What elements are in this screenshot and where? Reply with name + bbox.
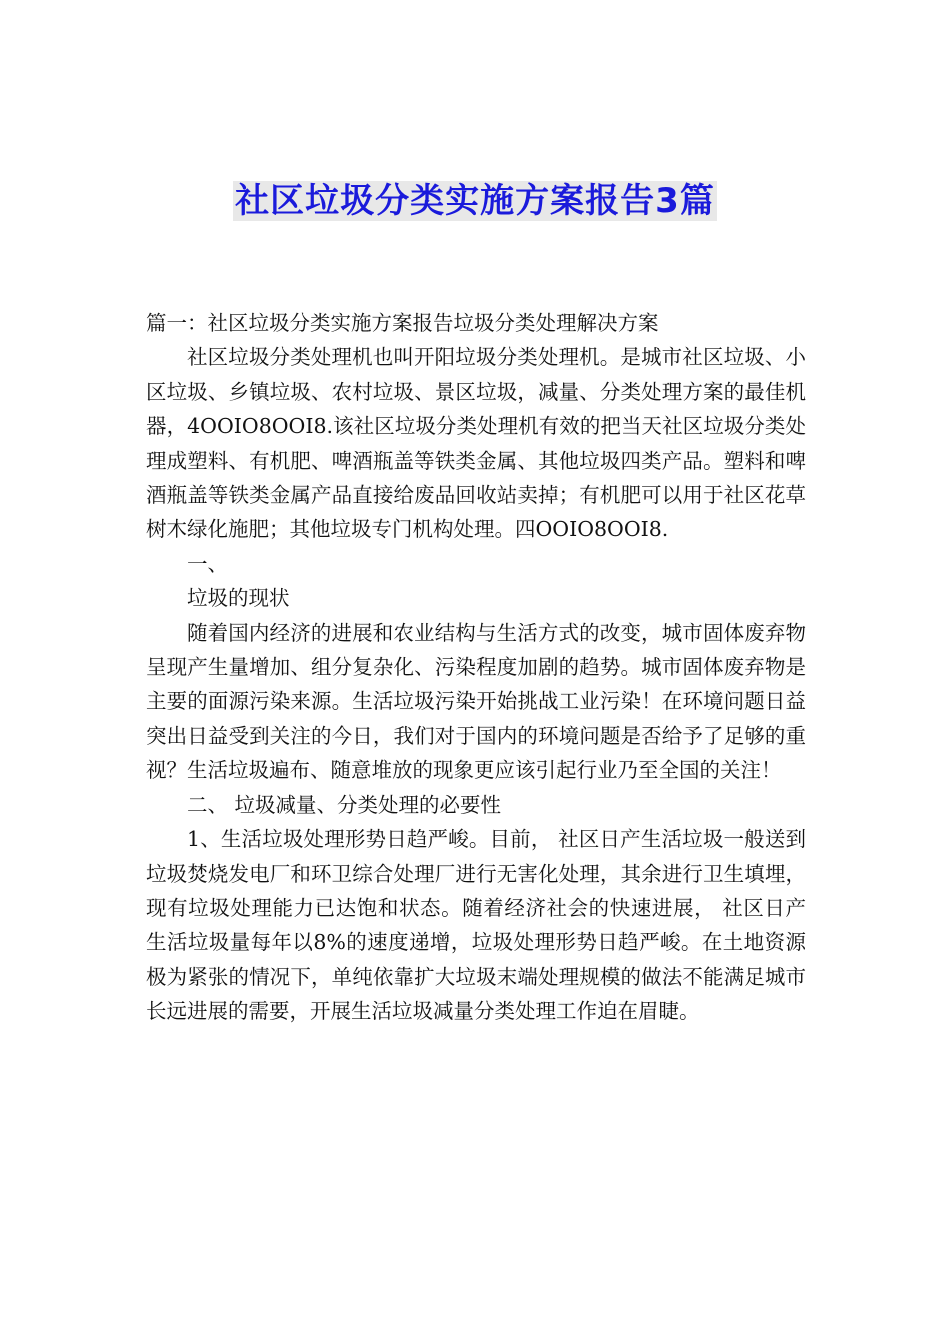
section-number: 一、	[187, 551, 228, 576]
paragraph: 随着国内经济的进展和农业结构与生活方式的改变，城市固体废弃物呈现产生量增加、组分复杂化、污染程度加剧的趋势。城市固体废弃物是主要的面源污染来源。生活垃圾污染开始挑战工业污染！在环境问题日益突出日益受到关注的今日，我们对于国内的环境问题是否给予了足够的重视？生活垃圾遍布、随意堆放的现象更应该引起行业乃至全国的关注！	[146, 620, 806, 783]
paragraph: 篇一：社区垃圾分类实施方案报告垃圾分类处理解决方案	[146, 311, 659, 335]
section-heading: 二、 垃圾减量、分类处理的必要性	[187, 792, 502, 817]
document-body	[146, 306, 806, 1029]
paragraph: 社区垃圾分类处理机也叫开阳垃圾分类处理机。是城市社区垃圾、小区垃圾、乡镇垃圾、农村垃圾、景区垃圾，减量、分类处理方案的最佳机器，4OOIO8OOI8.该社区垃圾分类处理机有效的把当天社区垃圾分类处理成塑料、有机肥、啤酒瓶盖等铁类金属、其他垃圾四类产品。塑料和啤酒瓶盖等铁类金属产品直接给废品回收站卖掉；有机肥可以用于社区花草树木绿化施肥；其他垃圾专门机构处理。四OOIO8OOI8.	[146, 345, 806, 542]
document-title	[0, 175, 950, 227]
document-title-text: 社区垃圾分类实施方案报告3篇	[235, 181, 715, 221]
section-heading: 垃圾的现状	[187, 586, 290, 611]
paragraph: 1、生活垃圾处理形势日趋严峻。目前， 社区日产生活垃圾一般送到垃圾焚烧发电厂和环卫综合处理厂进行无害化处理，其余进行卫生填埋，现有垃圾处理能力已达饱和状态。随着经济社会的快速进展， 社区日产生活垃圾量每年以8%的速度递增，垃圾处理形势日趋严峻。在土地资源极为紧张的情况下，单纯依靠扩大垃圾末端处理规模的做法不能满足城市长远进展的需要，开展生活垃圾减量分类处理工作迫在眉睫。	[146, 827, 806, 1024]
